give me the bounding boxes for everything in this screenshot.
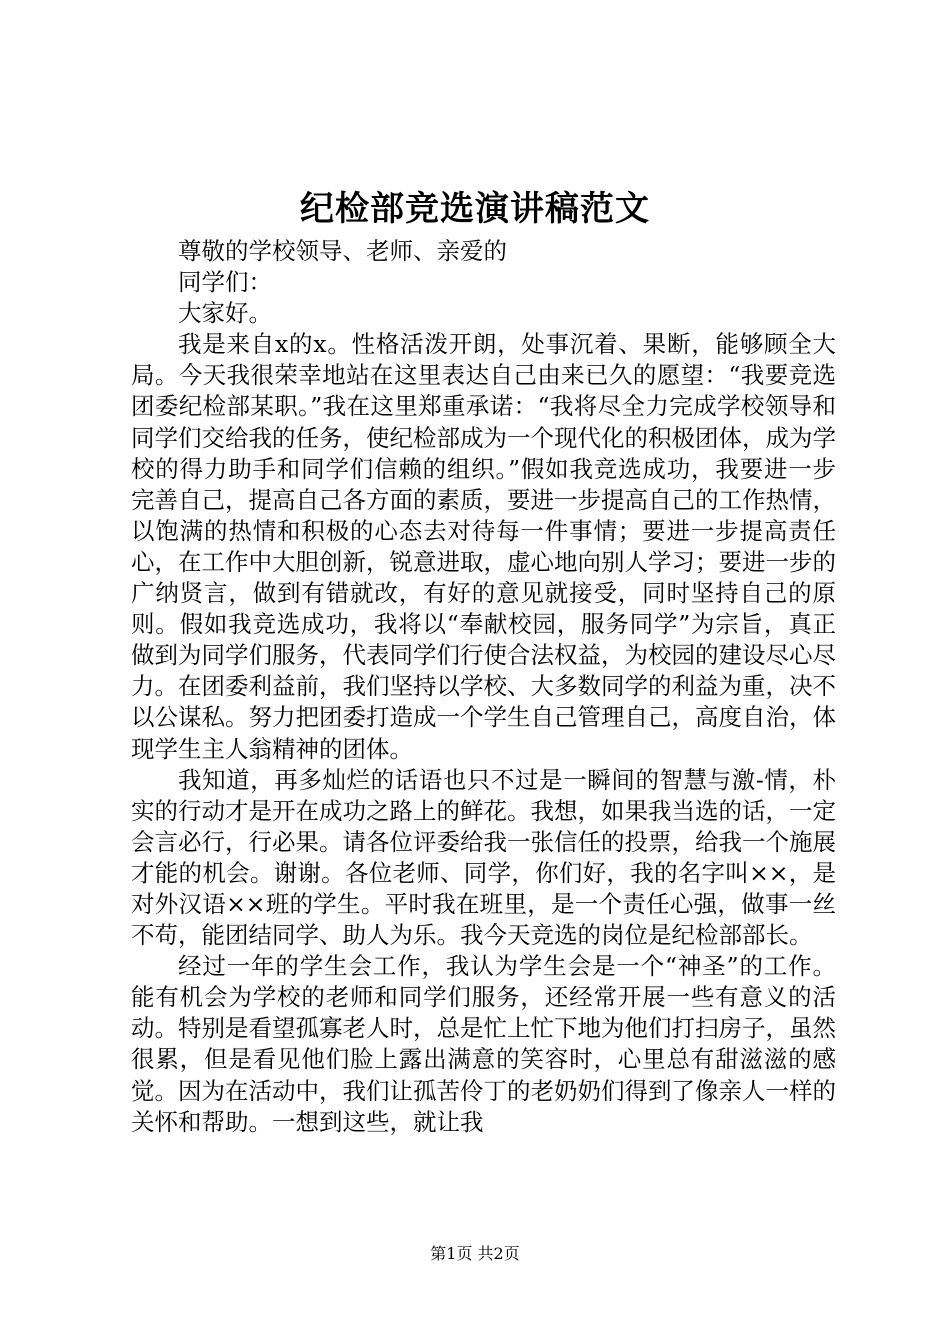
- document-title: 纪检部竞选演讲稿范文: [300, 189, 650, 229]
- paragraph-introduction: 我是来自x的x。性格活泼开朗，处事沉着、果断，能够顾全大局。今天我很荣幸地站在这里表达自己由来已久的愿望：“我要竞选团委纪检部某职。”我在这里郑重承诺：“我将尽全力完成学校领导和同学们交给我的任务，使纪检部成为一个现代化的积极团体，成为学校的得力助手和同学们信赖的组织。”假如我竞选成功，我要进一步完善自己，提高自己各方面的素质，要进一步提高自己的工作热情，以饱满的热情和积极的心态去对待每一件事情；要进一步提高责任心，在工作中大胆创新，锐意进取，虚心地向别人学习；要进一步的广纳贤言，做到有错就改，有好的意见就接受，同时坚持自己的原则。假如我竞选成功，我将以“奉献校园，服务同学”为宗旨，真正做到为同学们服务，代表同学们行使合法权益，为校园的建设尽心尽力。在团委利益前，我们坚持以学校、大多数同学的利益为重，决不以公谋私。努力把团委打造成一个学生自己管理自己，高度自治，体现学生主人翁精神的团体。: [131, 330, 836, 763]
- paragraph-commitment: 我知道，再多灿烂的话语也只不过是一瞬间的智慧与激-情，朴实的行动才是开在成功之路上的鲜花。我想，如果我当选的话，一定会言必行，行必果。请各位评委给我一张信任的投票，给我一个施展才能的机会。谢谢。各位老师、同学，你们好，我的名字叫××，是对外汉语××班的学生。平时我在班里，是一个责任心强，做事一丝不苟，能团结同学、助人为乐。我今天竞选的岗位是纪检部部长。: [131, 765, 836, 950]
- greeting: 大家好。: [178, 299, 272, 328]
- paragraph-experience: 经过一年的学生会工作，我认为学生会是一个“神圣”的工作。能有机会为学校的老师和同学们服务，还经常开展一些有意义的活动。特别是看望孤寡老人时，总是忙上忙下地为他们打扫房子，虽然很累，但是看见他们脸上露出满意的笑容时，心里总有甜滋滋的感觉。因为在活动中，我们让孤苦伶丁的老奶奶们得到了像亲人一样的关怀和帮助。一想到这些，就让我: [131, 952, 836, 1136]
- salutation-line-1: 尊敬的学校领导、老师、亲爱的: [178, 237, 507, 265]
- page-footer: 第1页 共2页: [430, 1244, 520, 1263]
- document-body: [131, 236, 836, 1138]
- salutation-line-2: 同学们：: [178, 268, 272, 297]
